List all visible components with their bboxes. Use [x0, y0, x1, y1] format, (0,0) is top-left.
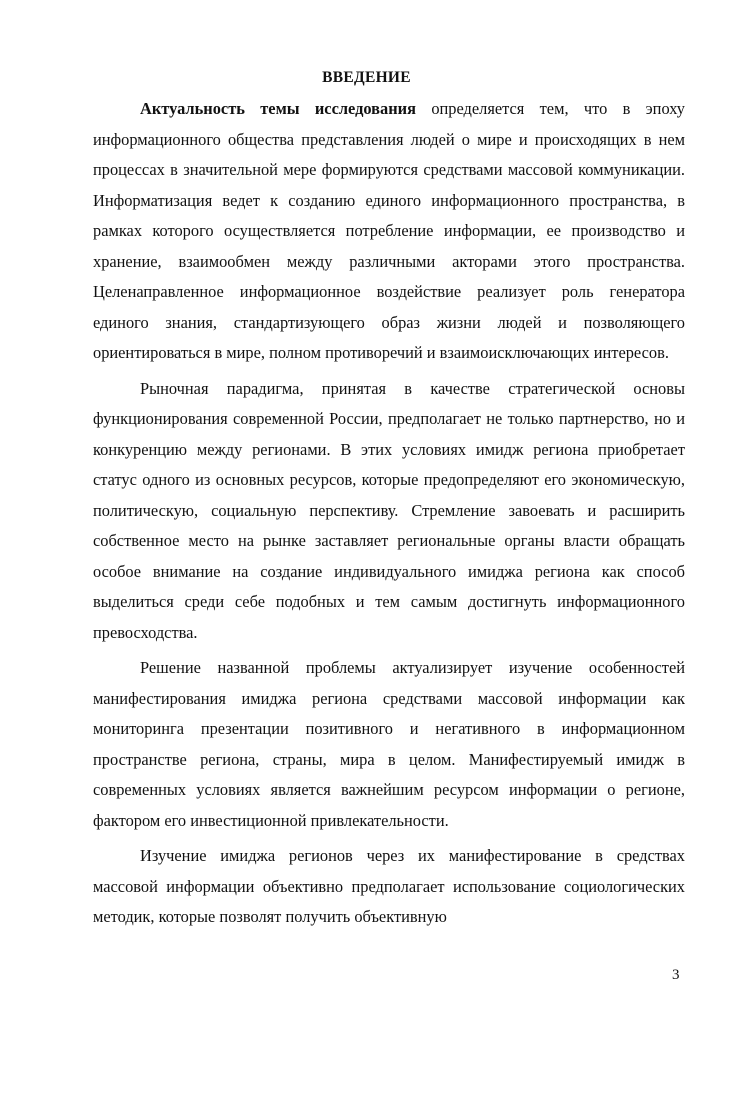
paragraph-lead-bold: Актуальность темы исследования	[140, 99, 416, 118]
section-heading: ВВЕДЕНИЕ	[322, 69, 411, 86]
paragraph-relevance	[93, 94, 685, 369]
paragraph-image-study	[93, 841, 685, 933]
paragraph-text: Решение названной проблемы актуализирует изучение особенностей манифестирования имиджа региона средствами массовой информации как мониторинга презентации позитивного и негативного в информационном пространстве региона, страны, мира в целом. Манифестируемый имидж в современных условиях является важнейшим ресурсом информации о регионе, фактором его инвестиционной привлекательности.	[93, 658, 685, 830]
body-text	[93, 94, 685, 933]
paragraph-text: Рыночная парадигма, принятая в качестве стратегической основы функционирования современной России, предполагает не только партнерство, но и конкуренцию между регионами. В этих условиях имидж региона приобретает статус одного из основных ресурсов, которые предопределяют его экономическую, политическую, социальную перспективу. Стремление завоевать и расширить собственное место на рынке заставляет региональные органы власти обращать особое внимание на создание индивидуального имиджа региона как способ выделиться среди себе подобных и тем самым достигнуть информационного превосходства.	[93, 378, 685, 642]
paragraph-market-paradigm	[93, 374, 685, 649]
paragraph-text: Изучение имиджа регионов через их манифестирование в средствах массовой информации объективно предполагает использование социологических методик, которые позволят получить объективную	[93, 846, 685, 926]
paragraph-problem-solution	[93, 653, 685, 836]
paragraph-text: определяется тем, что в эпоху информационного общества представления людей о мире и происходящих в нем процессах в значительной мере формируются средствами массовой коммуникации. Информатизация ведет к созданию единого информационного пространства, в рамках которого осуществляется потребление информации, ее производство и хранение, взаимообмен между различными акторами этого пространства. Целенаправленное информационное воздействие реализует роль генератора единого знания, стандартизующего образ жизни людей и позволяющего ориентироваться в мире, полном противоречий и взаимоисключающих интересов.	[93, 99, 686, 362]
page-number: 3	[672, 967, 680, 983]
